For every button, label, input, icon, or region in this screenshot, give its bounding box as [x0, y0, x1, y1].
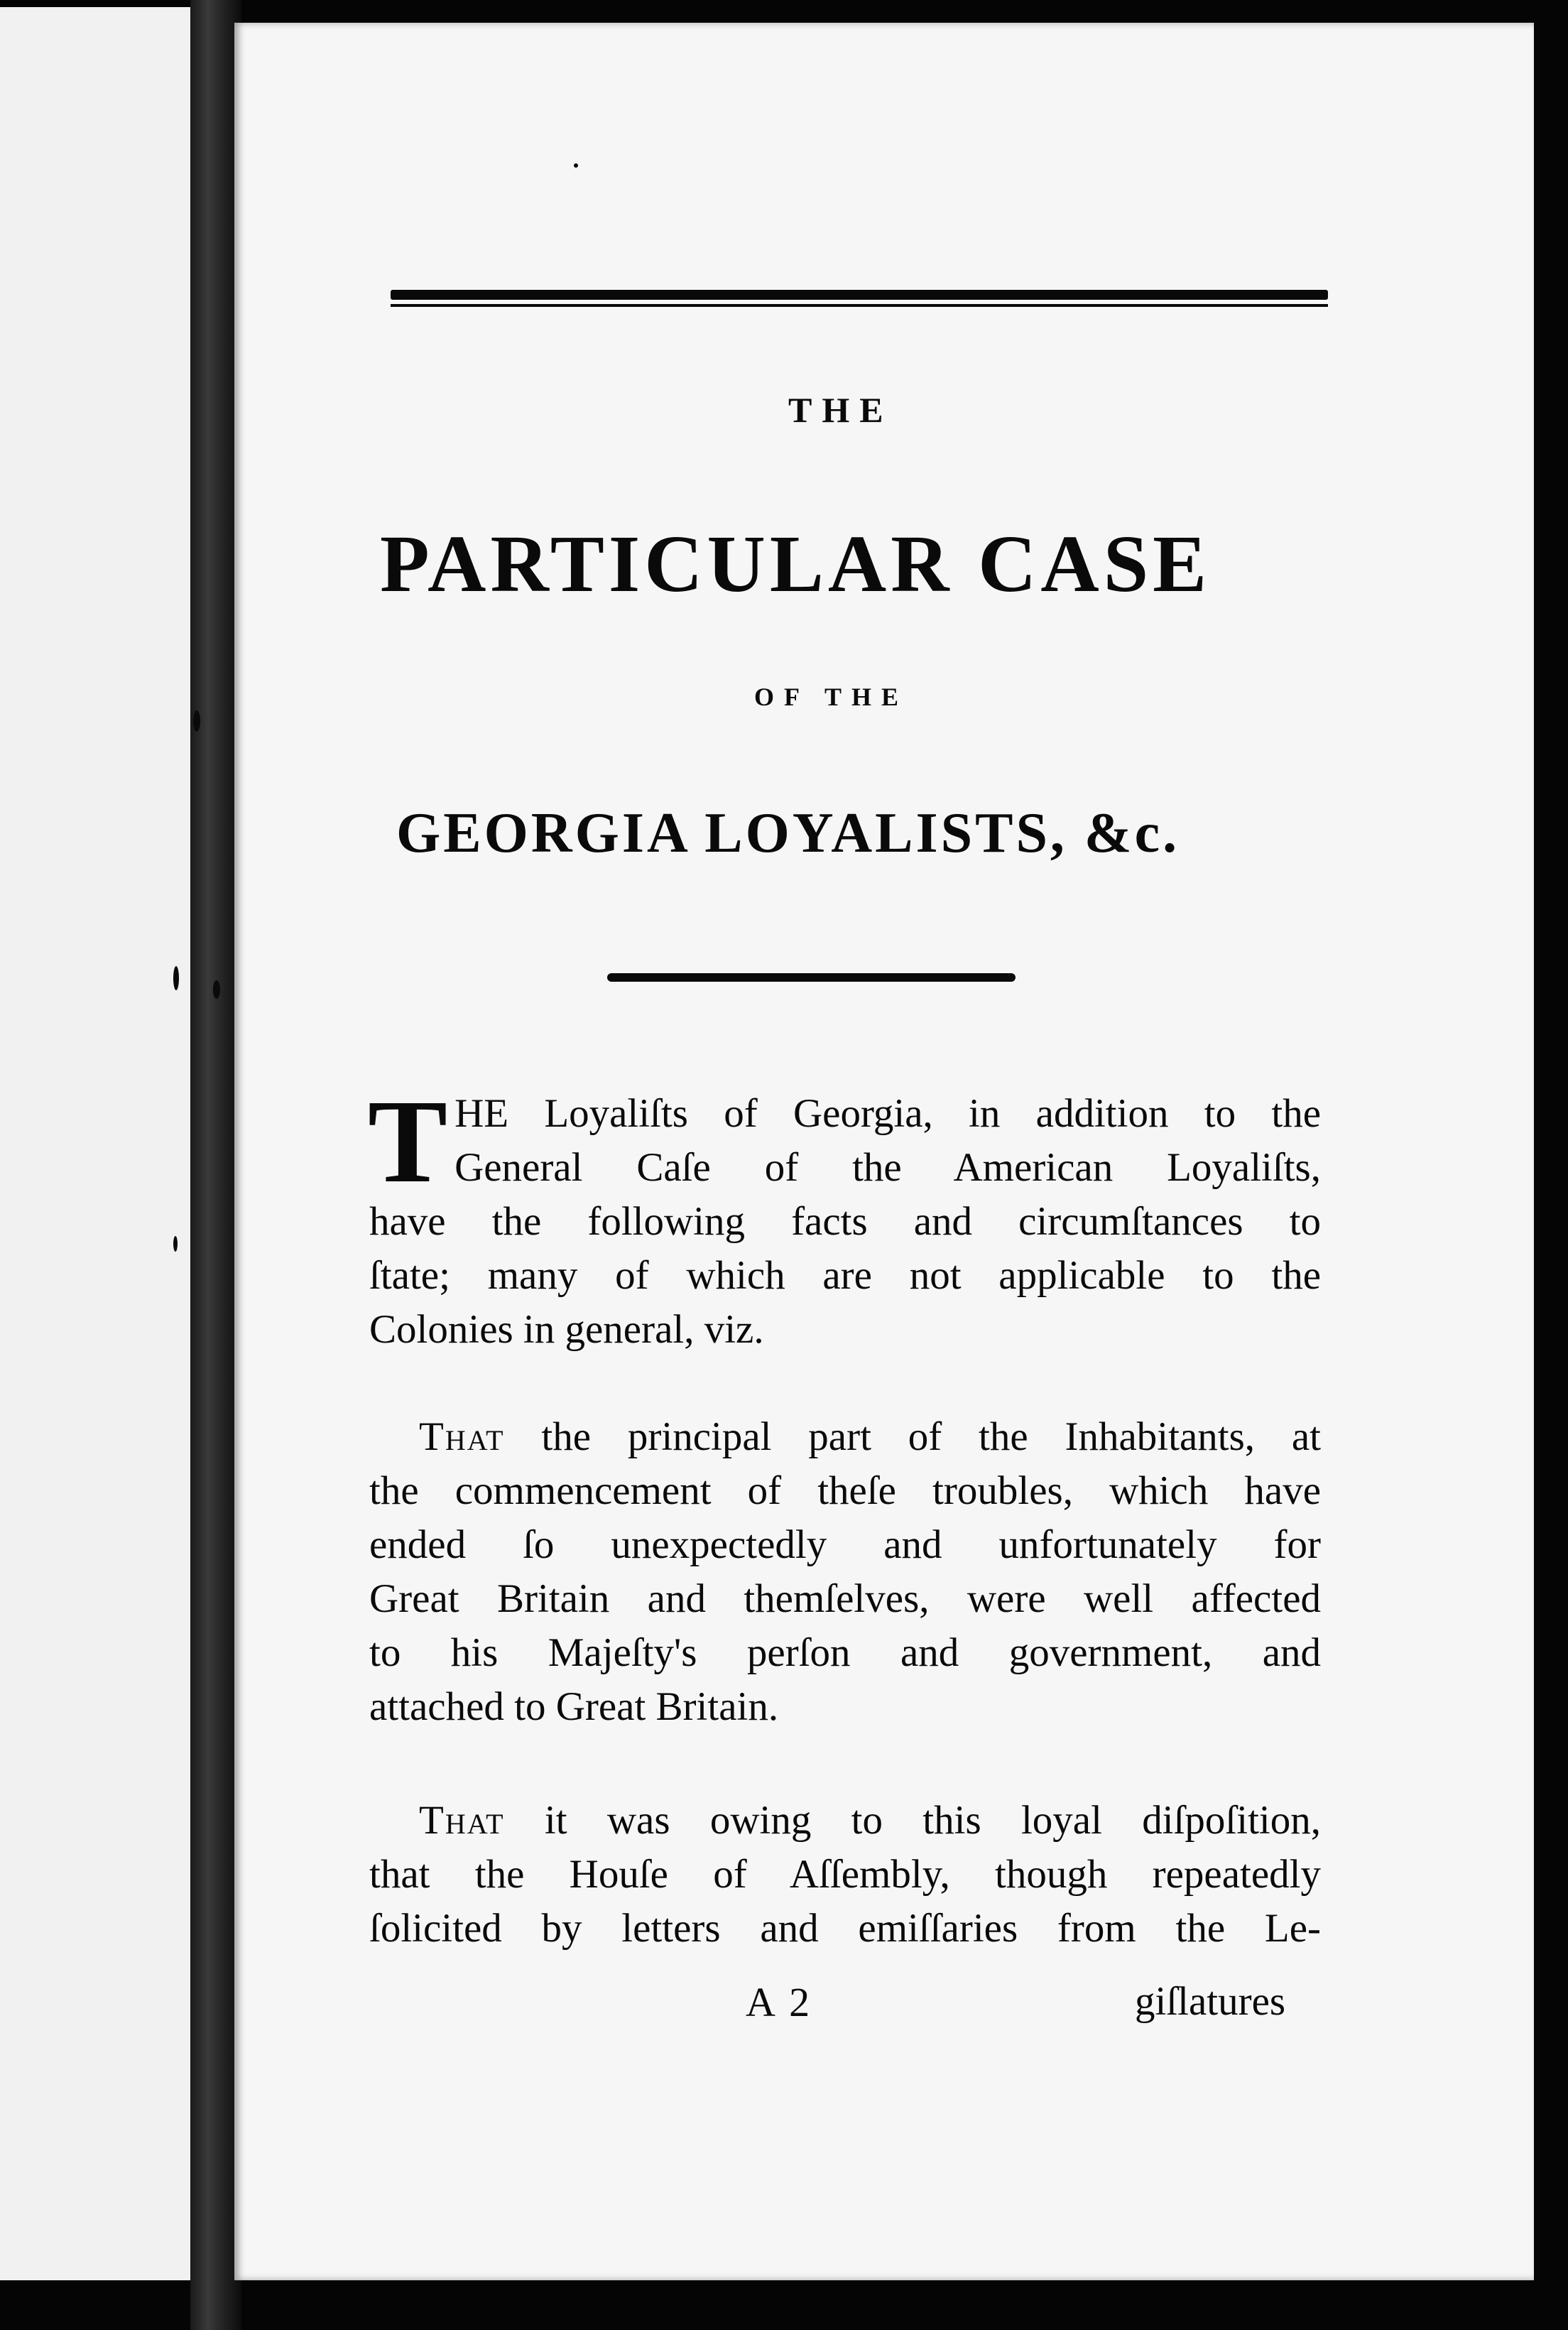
paragraph-1-line: General Caſe of the American Loyaliſts,	[454, 1145, 1321, 1190]
paragraph-3-line	[369, 1794, 1321, 1848]
paragraph-2-line: ended ſo unexpectedly and unfortunately for	[369, 1522, 1321, 1567]
drop-cap: T	[368, 1075, 448, 1208]
paragraph-2-line: to his Majeſty's perſon and government, and	[369, 1630, 1321, 1675]
title-particular-case: PARTICULAR CASE	[380, 519, 1212, 609]
facing-page-edge	[0, 7, 192, 2280]
paragraph-1-line: ſtate; many of which are not applicable to the	[369, 1253, 1321, 1298]
top-rule	[391, 290, 1328, 300]
paragraph-3-line: ſolicited by letters and emiſſaries from the Le-	[369, 1906, 1321, 1951]
paragraph-2	[369, 1410, 1321, 1734]
ink-speck	[213, 980, 220, 999]
section-rule	[607, 973, 1016, 982]
ink-speck	[173, 1236, 178, 1252]
paragraph-1-line: Colonies in general, viz.	[369, 1307, 764, 1352]
paragraph-2-line: the commencement of theſe troubles, which have	[369, 1468, 1321, 1513]
ink-speck	[193, 710, 200, 732]
title-georgia-loyalists: GEORGIA LOYALISTS, &c.	[396, 802, 1180, 865]
catchword: giſlatures	[1135, 1979, 1286, 2024]
paragraph-2-line: Great Britain and themſelves, were well affected	[369, 1576, 1321, 1621]
paragraph-1	[368, 1075, 1321, 1357]
paragraph-2-line: attached to Great Britain.	[369, 1684, 779, 1729]
paragraph-3-line-text: it was owing to this loyal diſpoſition,	[504, 1798, 1321, 1843]
signature-mark: A 2	[746, 1979, 813, 2025]
paragraph-2-line-text: the principal part of the Inhabitants, at	[504, 1414, 1321, 1459]
paragraph-3	[369, 1794, 1321, 1956]
paragraph-3-lead: That	[419, 1798, 505, 1843]
title-the: THE	[788, 390, 893, 430]
paragraph-1-line: have the following facts and circumſtances to	[369, 1199, 1321, 1244]
ink-speck	[173, 966, 179, 990]
paragraph-3-line: that the Houſe of Aſſembly, though repeatedly	[369, 1852, 1321, 1897]
paragraph-1-line: HE Loyaliſts of Georgia, in addition to the	[454, 1091, 1321, 1136]
paragraph-2-lead: That	[419, 1414, 505, 1459]
paragraph-2-line	[369, 1410, 1321, 1464]
title-of-the: OF THE	[754, 683, 909, 711]
ink-speck	[574, 163, 578, 168]
